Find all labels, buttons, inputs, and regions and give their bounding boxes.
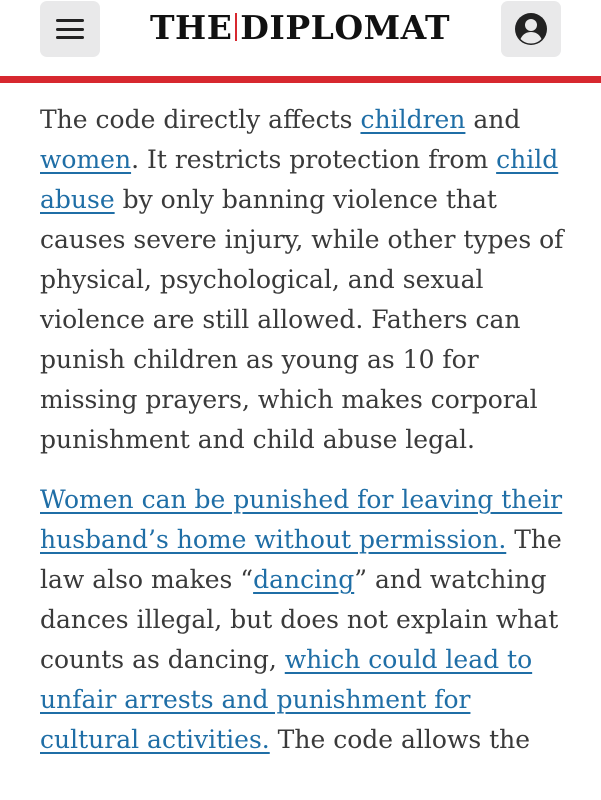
paragraph-2 xyxy=(40,480,570,760)
header-divider xyxy=(0,76,601,83)
link-women[interactable]: women xyxy=(40,145,132,174)
link-child-abuse[interactable]: child abuse xyxy=(40,145,559,214)
p1-text-1: The code directly affects xyxy=(40,105,361,134)
link-unfair-arrests[interactable]: which could lead to unfair arrests and punishment for cultural activities. xyxy=(40,645,533,754)
p2-text-1: The law also makes “ xyxy=(40,525,562,594)
logo-text-the: THE xyxy=(150,7,233,47)
account-button[interactable] xyxy=(501,1,561,57)
paragraph-1 xyxy=(40,100,570,460)
p2-text-3: The code allows the xyxy=(269,725,531,754)
user-account-icon xyxy=(514,12,548,46)
p2-text-2: ” and watching dances illegal, but does not explain what counts as dancing, xyxy=(40,565,559,674)
p1-text-3: . It restricts protection from xyxy=(131,145,497,174)
logo-text-diplomat: DIPLOMAT xyxy=(240,7,450,47)
hamburger-menu-icon xyxy=(56,19,84,39)
site-header xyxy=(0,0,601,76)
link-women-punished[interactable]: Women can be punished for leaving their husband’s home without permission. xyxy=(40,485,563,554)
site-logo[interactable] xyxy=(150,8,450,46)
p1-text-4: by only banning violence that causes severe injury, while other types of physical, psychological, and sexual violence are still allowed. Fathers can punish children as young as 10 for missing prayers, which makes corporal punishment and child abuse legal. xyxy=(40,185,564,454)
menu-button[interactable] xyxy=(40,1,100,57)
p1-text-2: and xyxy=(465,105,521,134)
article-body xyxy=(40,100,570,760)
link-dancing[interactable]: dancing xyxy=(253,565,355,594)
link-children[interactable]: children xyxy=(360,105,466,134)
logo-separator xyxy=(235,13,237,41)
